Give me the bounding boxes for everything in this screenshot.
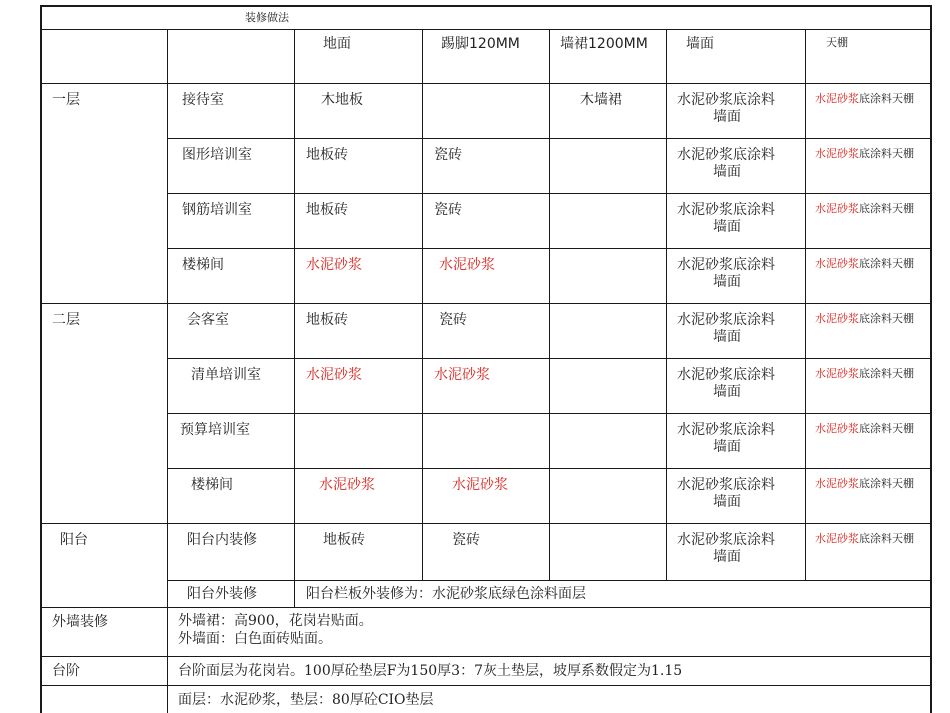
border-top	[40, 5, 932, 7]
skirting-finish: 瓷砖	[452, 532, 480, 548]
ceiling-finish: 水泥砂浆底涂料天棚	[815, 532, 914, 545]
grid-line	[40, 29, 931, 30]
dado-finish: 木墙裙	[580, 92, 622, 108]
floor-finish: 水泥砂浆	[306, 257, 362, 273]
grid-line	[40, 656, 931, 657]
floor-finish: 地板砖	[323, 532, 365, 548]
grid-line	[666, 29, 667, 580]
steps-label: 台阶	[52, 663, 80, 679]
wall-finish: 水泥砂浆底涂料 墙面	[677, 257, 775, 290]
grid-line	[40, 303, 931, 304]
wall-finish: 水泥砂浆底涂料 墙面	[677, 367, 775, 400]
exterior-wall-line1: 外墙裙：高900，花岗岩贴面。	[178, 613, 373, 629]
skirting-finish: 瓷砖	[439, 312, 467, 328]
grid-line	[549, 29, 550, 580]
floor-finish: 地板砖	[306, 312, 348, 328]
room-name: 阳台内装修	[187, 532, 257, 548]
balcony-exterior-text: 阳台栏板外装修为：水泥砂浆底绿色涂料面层	[306, 586, 586, 602]
wall-finish: 水泥砂浆底涂料 墙面	[677, 312, 775, 345]
wall-finish: 水泥砂浆底涂料 墙面	[677, 477, 775, 510]
skirting-finish: 水泥砂浆	[439, 257, 495, 273]
room-name: 楼梯间	[182, 257, 224, 273]
ceiling-finish: 水泥砂浆底涂料天棚	[815, 257, 914, 270]
floor-finish: 水泥砂浆	[306, 367, 362, 383]
wall-finish: 水泥砂浆底涂料 墙面	[677, 422, 775, 455]
table-title: 装修做法	[245, 11, 289, 24]
header-floor: 地面	[323, 36, 351, 52]
room-name: 钢筋培训室	[182, 202, 252, 218]
room-name: 清单培训室	[191, 367, 261, 383]
floor-finish: 木地板	[321, 92, 363, 108]
grid-line	[294, 29, 295, 607]
grid-line	[40, 685, 931, 686]
header-dado: 墙裙1200MM	[560, 36, 648, 52]
skirting-finish: 水泥砂浆	[452, 477, 508, 493]
grid-line	[40, 607, 931, 608]
grid-line	[422, 29, 423, 580]
ceiling-finish: 水泥砂浆底涂料天棚	[815, 367, 914, 380]
floor-finish: 水泥砂浆	[319, 477, 375, 493]
balcony-exterior-label: 阳台外装修	[187, 586, 257, 602]
ceiling-finish: 水泥砂浆底涂料天棚	[815, 202, 914, 215]
header-wall: 墙面	[686, 36, 714, 52]
skirting-finish: 瓷砖	[434, 202, 462, 218]
level-first-floor: 一层	[52, 92, 80, 108]
header-ceiling: 天棚	[826, 36, 848, 49]
grid-line	[40, 523, 931, 524]
ceiling-finish: 水泥砂浆底涂料天棚	[815, 147, 914, 160]
wall-finish: 水泥砂浆底涂料 墙面	[677, 147, 775, 180]
grid-line	[40, 83, 931, 84]
wall-finish: 水泥砂浆底涂料 墙面	[677, 202, 775, 235]
steps-text: 台阶面层为花岗岩。100厚砼垫层F为150厚3：7灰土垫层，坡厚系数假定为1.15	[178, 663, 683, 679]
grid-line	[167, 580, 931, 581]
room-name: 会客室	[187, 312, 229, 328]
wall-finish: 水泥砂浆底涂料 墙面	[677, 92, 775, 125]
room-name: 图形培训室	[182, 147, 252, 163]
grid-line	[805, 29, 806, 580]
room-name: 楼梯间	[191, 477, 233, 493]
last-row-text: 面层：水泥砂浆，垫层：80厚砼CIO垫层	[178, 692, 434, 708]
grid-line	[167, 29, 168, 713]
level-balcony: 阳台	[60, 532, 88, 548]
ceiling-finish: 水泥砂浆底涂料天棚	[815, 477, 914, 490]
ceiling-finish: 水泥砂浆底涂料天棚	[815, 312, 914, 325]
skirting-finish: 水泥砂浆	[434, 367, 490, 383]
room-name: 接待室	[182, 92, 224, 108]
exterior-wall-line2: 外墙面：白色面砖贴面。	[178, 631, 332, 647]
floor-finish: 地板砖	[306, 202, 348, 218]
wall-finish: 水泥砂浆底涂料 墙面	[677, 532, 775, 565]
exterior-wall-label: 外墙装修	[52, 614, 108, 630]
room-name: 预算培训室	[180, 422, 250, 438]
header-skirting: 踢脚120MM	[441, 36, 520, 52]
floor-finish: 地板砖	[306, 147, 348, 163]
ceiling-finish: 水泥砂浆底涂料天棚	[815, 92, 914, 105]
skirting-finish: 瓷砖	[434, 147, 462, 163]
ceiling-finish: 水泥砂浆底涂料天棚	[815, 422, 914, 435]
level-second-floor: 二层	[52, 312, 80, 328]
